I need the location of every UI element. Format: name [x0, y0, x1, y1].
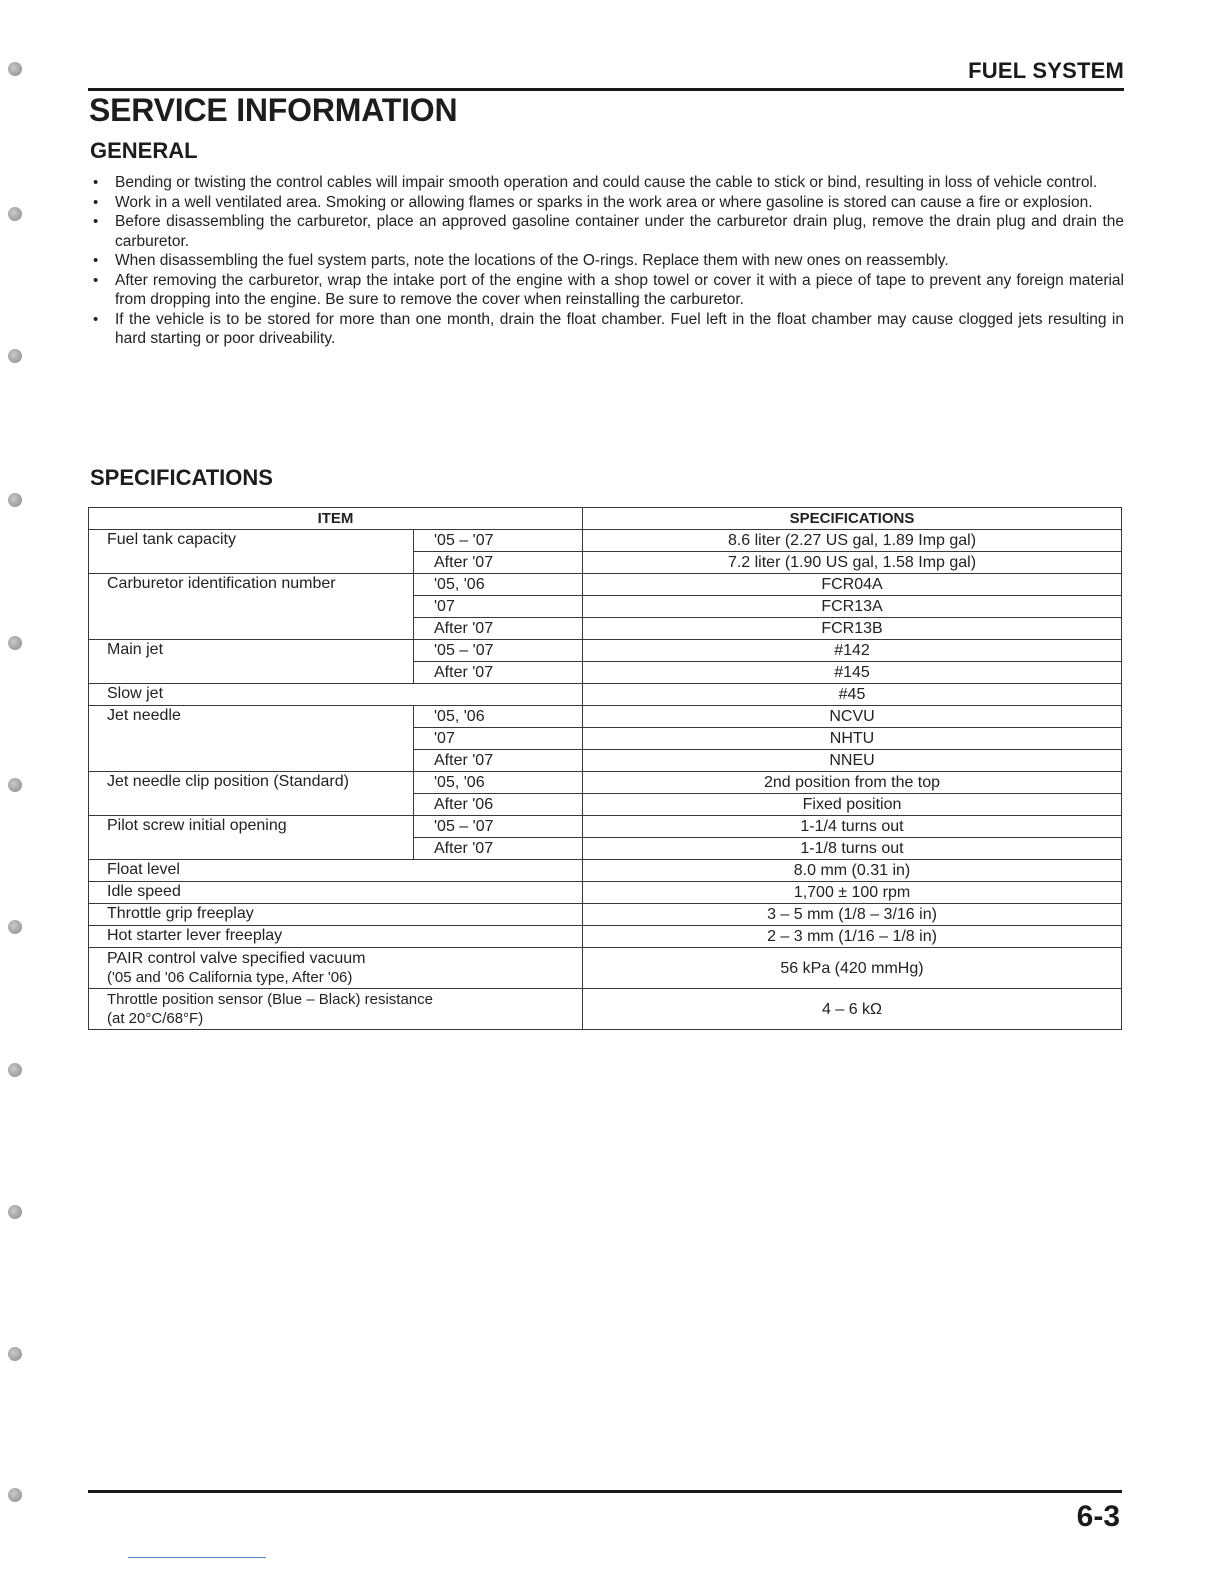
row-value: 2 – 3 mm (1/16 – 1/8 in)	[583, 926, 1122, 948]
row-value: 3 – 5 mm (1/8 – 3/16 in)	[583, 904, 1122, 926]
row-value: NHTU	[583, 728, 1122, 750]
table-row	[89, 640, 1122, 662]
row-sublabel: '07	[414, 728, 583, 750]
row-label	[89, 948, 583, 989]
row-label: Main jet	[89, 640, 414, 684]
row-sublabel: After '07	[414, 618, 583, 640]
general-bullet-list	[90, 173, 1124, 349]
row-sublabel: After '07	[414, 662, 583, 684]
binder-hole	[8, 493, 22, 507]
binder-hole	[8, 920, 22, 934]
row-value: 56 kPa (420 mmHg)	[583, 948, 1122, 989]
binder-hole	[8, 1488, 22, 1502]
table-row	[89, 989, 1122, 1030]
table-row	[89, 816, 1122, 838]
row-sublabel: '05, '06	[414, 706, 583, 728]
table-row	[89, 574, 1122, 596]
row-value: 8.0 mm (0.31 in)	[583, 860, 1122, 882]
table-row	[89, 706, 1122, 728]
binder-hole	[8, 207, 22, 221]
row-value: 1-1/4 turns out	[583, 816, 1122, 838]
scan-artifact-line	[128, 1557, 266, 1558]
row-value: #142	[583, 640, 1122, 662]
row-label: Jet needle clip position (Standard)	[89, 772, 414, 816]
row-sublabel: After '06	[414, 794, 583, 816]
row-value: FCR04A	[583, 574, 1122, 596]
section-header: FUEL SYSTEM	[968, 58, 1124, 83]
column-header-item: ITEM	[89, 508, 583, 530]
list-item: • When disassembling the fuel system parts, note the locations of the O-rings. Replace them with new ones on reassembly.	[93, 252, 949, 269]
row-value: 1,700 ± 100 rpm	[583, 882, 1122, 904]
row-value: 4 – 6 kΩ	[583, 989, 1122, 1030]
list-item: • If the vehicle is to be stored for more than one month, drain the float chamber. Fuel left in the float chamber may cause clogged jets resulting in hard starting or poor driveability.	[93, 310, 1124, 347]
row-label: Pilot screw initial opening	[89, 816, 414, 860]
binder-hole	[8, 778, 22, 792]
table-row	[89, 926, 1122, 948]
column-header-spec: SPECIFICATIONS	[583, 508, 1122, 530]
list-item: • Bending or twisting the control cables will impair smooth operation and could cause the cable to stick or bind, resulting in loss of vehicle control.	[93, 174, 1098, 191]
row-value: #45	[583, 684, 1122, 706]
row-label-line: PAIR control valve specified vacuum	[107, 950, 366, 967]
row-value: 7.2 liter (1.90 US gal, 1.58 Imp gal)	[583, 552, 1122, 574]
bullet-icon: •	[93, 310, 99, 328]
list-item: • Work in a well ventilated area. Smoking or allowing flames or sparks in the work area or where gasoline is stored can cause a fire or explosion.	[93, 193, 1093, 211]
row-value: FCR13A	[583, 596, 1122, 618]
row-label-line: ('05 and '06 California type, After '06)	[107, 969, 353, 986]
bullet-icon: •	[93, 174, 99, 191]
row-label-line: (at 20°C/68°F)	[107, 1010, 204, 1027]
row-label: Idle speed	[89, 882, 583, 904]
binder-hole	[8, 349, 22, 363]
table-header-row	[89, 508, 1122, 530]
bullet-icon: •	[93, 193, 99, 211]
binder-hole	[8, 62, 22, 76]
row-label: Float level	[89, 860, 583, 882]
row-sublabel: '05 – '07	[414, 816, 583, 838]
list-item: • After removing the carburetor, wrap the intake port of the engine with a shop towel or cover it with a piece of tape to prevent any foreign material from dropping into the engine. Be sure to remove the cover when reinstalling the carburetor.	[93, 271, 1124, 308]
row-label: Throttle grip freeplay	[89, 904, 583, 926]
row-label: Hot starter lever freeplay	[89, 926, 583, 948]
row-label: Carburetor identification number	[89, 574, 414, 640]
footer-rule	[88, 1490, 1122, 1493]
row-sublabel: After '07	[414, 750, 583, 772]
row-sublabel: '05 – '07	[414, 640, 583, 662]
table-row	[89, 684, 1122, 706]
row-sublabel: '05 – '07	[414, 530, 583, 552]
row-value: 2nd position from the top	[583, 772, 1122, 794]
page-number: 6-3	[1076, 1500, 1120, 1533]
row-label	[89, 989, 583, 1030]
row-sublabel: '05, '06	[414, 772, 583, 794]
row-value: 8.6 liter (2.27 US gal, 1.89 Imp gal)	[583, 530, 1122, 552]
row-value: FCR13B	[583, 618, 1122, 640]
binder-hole	[8, 1063, 22, 1077]
specifications-table	[88, 507, 1122, 1030]
general-heading: GENERAL	[90, 138, 198, 163]
header-rule	[88, 88, 1124, 91]
specifications-heading: SPECIFICATIONS	[90, 465, 273, 490]
row-value: NCVU	[583, 706, 1122, 728]
table-row	[89, 530, 1122, 552]
row-sublabel: After '07	[414, 838, 583, 860]
bullet-icon: •	[93, 252, 99, 269]
row-sublabel: '05, '06	[414, 574, 583, 596]
row-sublabel: After '07	[414, 552, 583, 574]
table-row	[89, 860, 1122, 882]
binder-hole	[8, 1205, 22, 1219]
binder-hole	[8, 636, 22, 650]
bullet-icon: •	[93, 213, 99, 230]
row-label-line: Throttle position sensor (Blue – Black) resistance	[107, 991, 433, 1008]
row-value: Fixed position	[583, 794, 1122, 816]
row-value: NNEU	[583, 750, 1122, 772]
table-row	[89, 882, 1122, 904]
row-label: Jet needle	[89, 706, 414, 772]
row-value: #145	[583, 662, 1122, 684]
table-row	[89, 948, 1122, 989]
row-sublabel: '07	[414, 596, 583, 618]
table-row	[89, 904, 1122, 926]
list-item: • Before disassembling the carburetor, place an approved gasoline container under the carburetor drain plug, remove the drain plug and drain the carburetor.	[93, 213, 1124, 250]
page-title: SERVICE INFORMATION	[89, 92, 458, 128]
row-value: 1-1/8 turns out	[583, 838, 1122, 860]
bullet-icon: •	[93, 271, 99, 289]
table-row	[89, 772, 1122, 794]
row-label: Fuel tank capacity	[89, 530, 414, 574]
binder-hole	[8, 1347, 22, 1361]
row-label: Slow jet	[89, 684, 583, 706]
